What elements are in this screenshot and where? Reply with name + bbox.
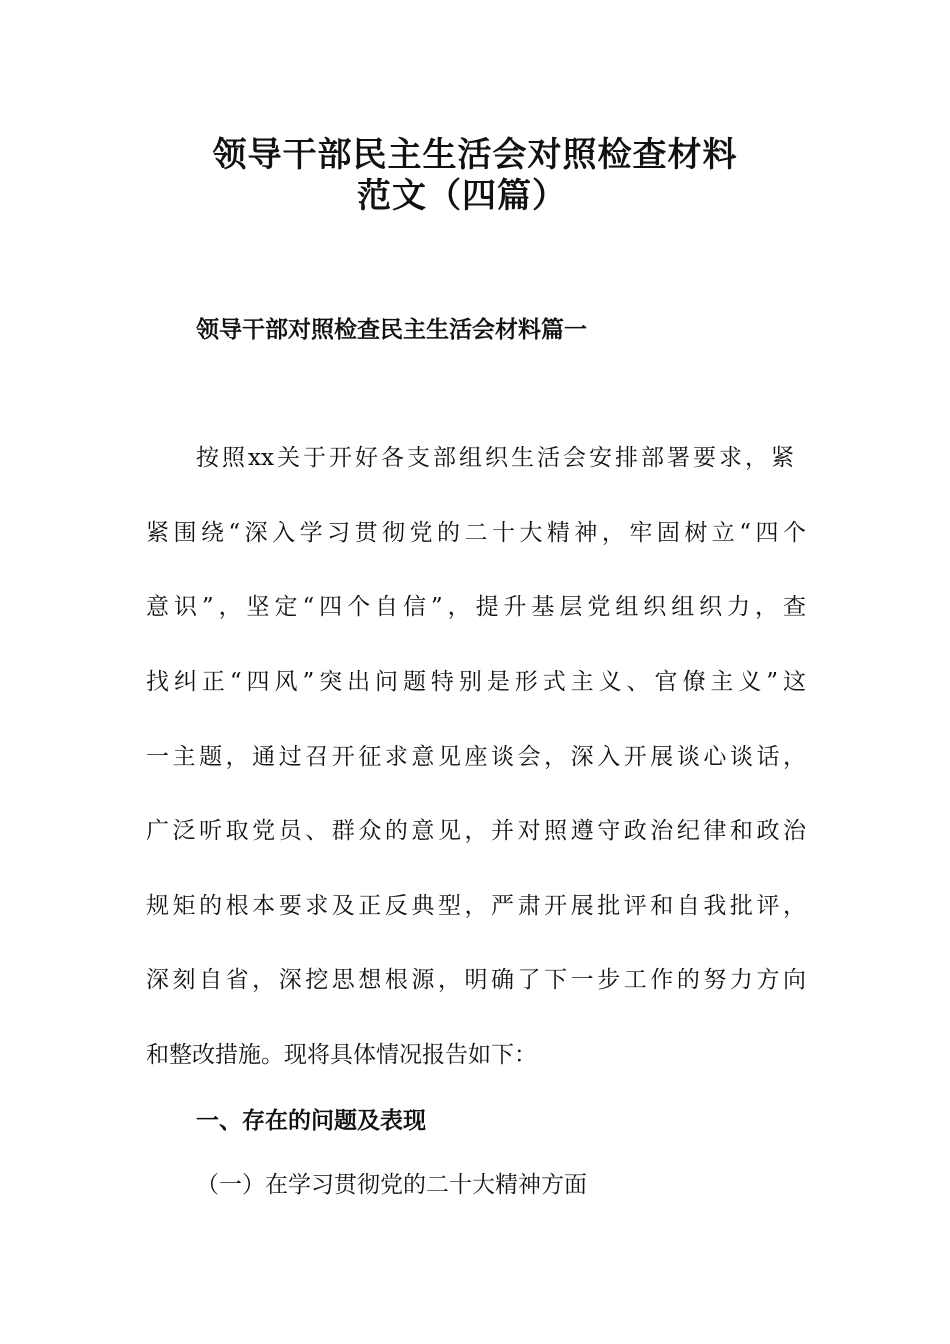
paragraph-line: 意识”，坚定“四个自信”，提升基层党组织组织力，查: [146, 594, 806, 620]
paragraph-line: 紧围绕“深入学习贯彻党的二十大精神，牢固树立“四个: [146, 520, 806, 546]
document-title-line-2: 范文（四篇）: [357, 176, 567, 216]
section-heading: 一、存在的问题及表现: [196, 1108, 426, 1134]
paragraph-line: 规矩的根本要求及正反典型，严肃开展批评和自我批评，: [146, 893, 806, 919]
paragraph-line: 深刻自省，深挖思想根源，明确了下一步工作的努力方向: [146, 967, 806, 993]
paragraph-line: 找纠正“四风”突出问题特别是形式主义、官僚主义”这: [146, 669, 806, 695]
sub-heading: （一）在学习贯彻党的二十大精神方面: [196, 1172, 587, 1198]
paragraph-line: 一主题，通过召开征求意见座谈会，深入开展谈心谈话，: [146, 744, 806, 770]
document-title-line-1: 领导干部民主生活会对照检查材料: [212, 135, 738, 175]
paragraph-line: 和整改措施。现将具体情况报告如下：: [146, 1042, 537, 1068]
paragraph-line: 广泛听取党员、群众的意见，并对照遵守政治纪律和政治: [146, 818, 806, 844]
article-heading: 领导干部对照检查民主生活会材料篇一: [196, 317, 587, 343]
paragraph-line: 按照xx关于开好各支部组织生活会安排部署要求，紧: [196, 445, 794, 471]
